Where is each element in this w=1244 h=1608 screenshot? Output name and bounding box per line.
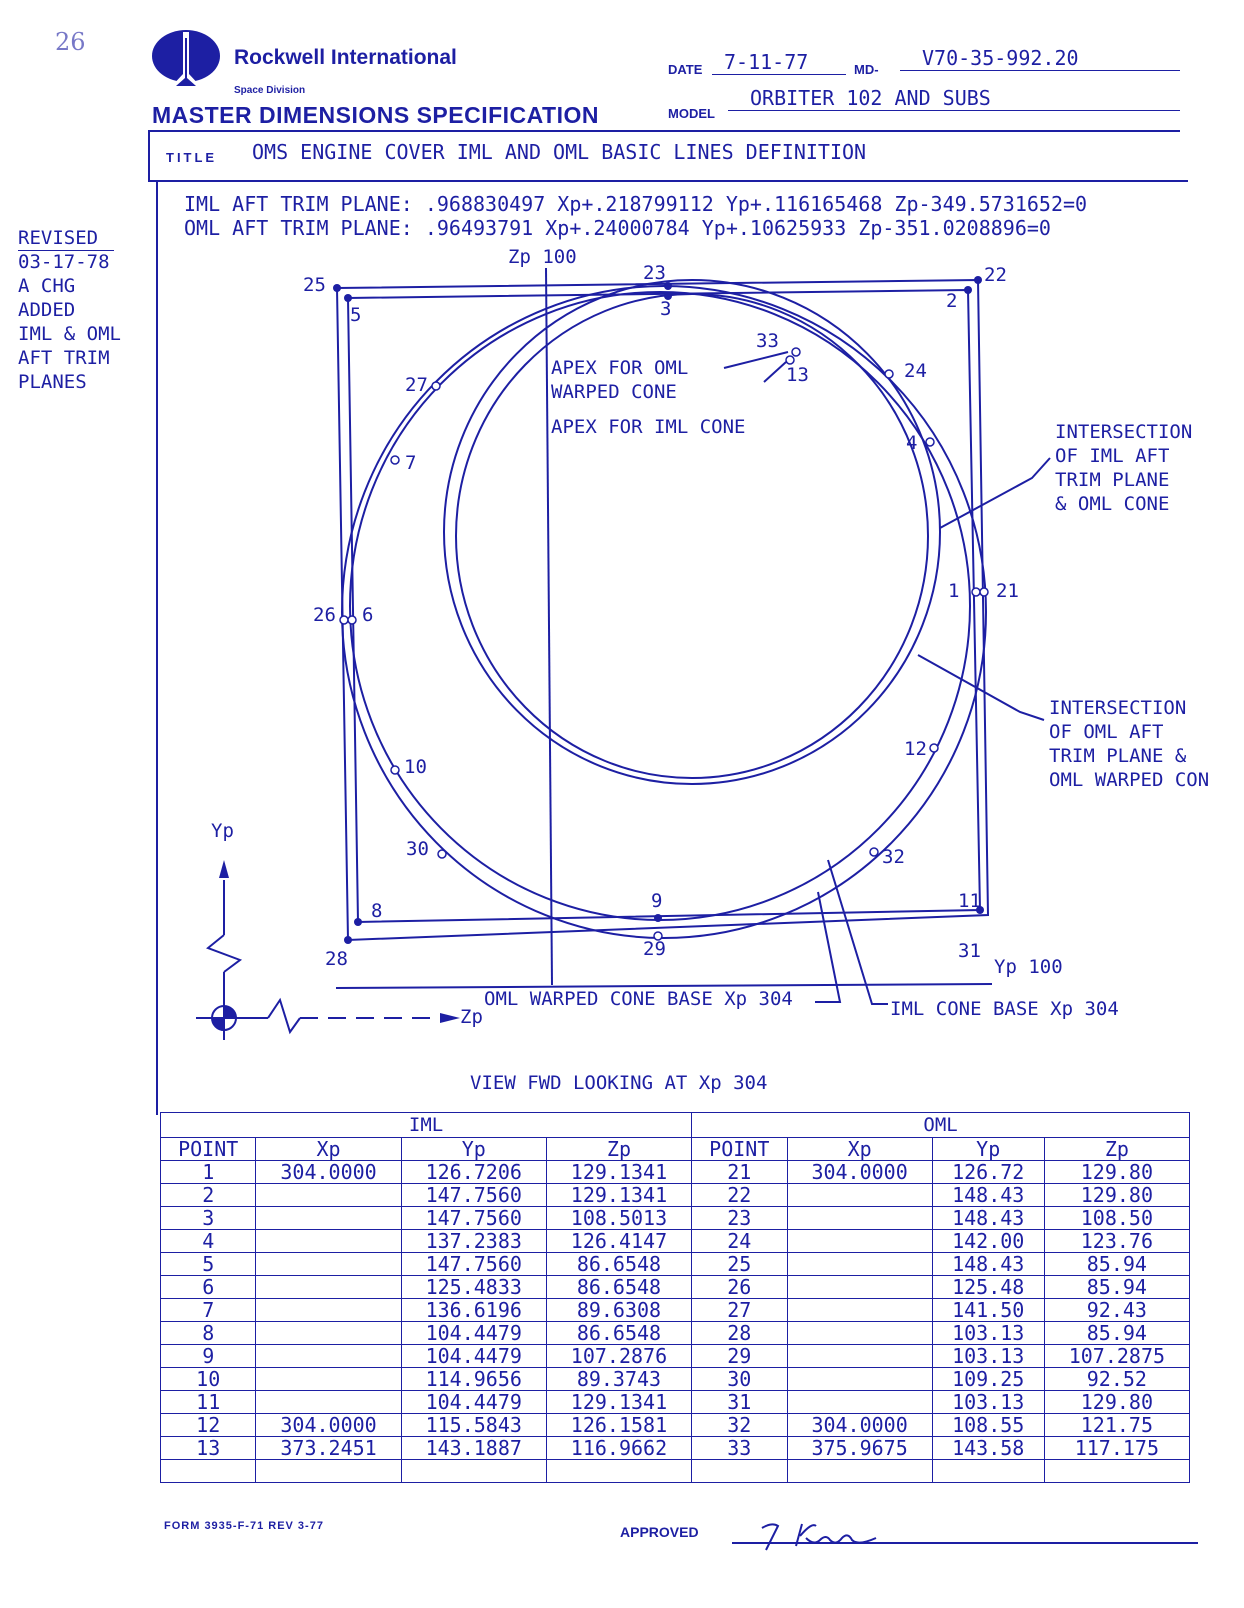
coordinate-cell <box>787 1345 932 1368</box>
point-label: 28 <box>325 948 348 970</box>
point-label: 33 <box>756 330 779 352</box>
coordinate-cell: 129.1341 <box>546 1161 691 1184</box>
coordinate-cell: 108.55 <box>932 1414 1044 1437</box>
coordinate-cell: 304.0000 <box>787 1161 932 1184</box>
date-label: DATE <box>668 62 703 77</box>
table-row <box>161 1391 1190 1414</box>
table-row <box>161 1207 1190 1230</box>
point-label: 10 <box>404 756 427 778</box>
md-label: MD- <box>854 62 879 77</box>
point-label: 4 <box>906 432 918 454</box>
coordinate-cell: 142.00 <box>932 1230 1044 1253</box>
point-label: 24 <box>904 360 927 382</box>
coordinate-cell: 108.50 <box>1044 1207 1189 1230</box>
point-label: 32 <box>882 846 905 868</box>
table-row <box>161 1299 1190 1322</box>
coordinate-cell: 85.94 <box>1044 1322 1189 1345</box>
point-label: 30 <box>406 838 429 860</box>
table-row <box>161 1276 1190 1299</box>
coordinate-cell: 148.43 <box>932 1207 1044 1230</box>
point-cell: 3 <box>161 1207 256 1230</box>
coordinate-cell: 103.13 <box>932 1391 1044 1414</box>
coordinate-cell <box>256 1207 401 1230</box>
zp100-label: Zp 100 <box>508 246 577 268</box>
coordinate-cell: 129.1341 <box>546 1184 691 1207</box>
coordinate-cell: 126.4147 <box>546 1230 691 1253</box>
coordinate-cell <box>256 1276 401 1299</box>
coordinate-cell: 126.7206 <box>401 1161 546 1184</box>
coordinate-cell: 104.4479 <box>401 1322 546 1345</box>
coordinate-cell: 304.0000 <box>787 1414 932 1437</box>
point-cell: 27 <box>692 1299 787 1322</box>
oml-base-label: OML WARPED CONE BASE Xp 304 <box>484 988 793 1010</box>
coordinate-cell: 126.1581 <box>546 1414 691 1437</box>
coordinate-cell: 137.2383 <box>401 1230 546 1253</box>
coordinate-cell <box>787 1184 932 1207</box>
col-header: Zp <box>1044 1138 1189 1161</box>
revision-line: PLANES <box>18 371 87 393</box>
point-label: 6 <box>362 604 374 626</box>
coordinate-cell: 148.43 <box>932 1253 1044 1276</box>
coordinate-cell: 116.9662 <box>546 1437 691 1460</box>
iml-trim-intersection <box>444 280 940 784</box>
coordinate-cell: 85.94 <box>1044 1253 1189 1276</box>
coordinate-cell: 129.80 <box>1044 1391 1189 1414</box>
point-label: 25 <box>303 274 326 296</box>
col-header: POINT <box>692 1138 787 1161</box>
division-name: Space Division <box>234 85 306 96</box>
point-cell: 31 <box>692 1391 787 1414</box>
point-cell: 30 <box>692 1368 787 1391</box>
point-cell: 12 <box>161 1414 256 1437</box>
coordinate-cell <box>787 1368 932 1391</box>
point-cell: 28 <box>692 1322 787 1345</box>
col-header: POINT <box>161 1138 256 1161</box>
point-label: 22 <box>984 264 1007 286</box>
coordinate-cell: 109.25 <box>932 1368 1044 1391</box>
coordinate-cell: 85.94 <box>1044 1276 1189 1299</box>
point-label: 29 <box>643 938 666 960</box>
coordinate-cell <box>256 1322 401 1345</box>
coordinate-cell <box>256 1253 401 1276</box>
table-row <box>161 1437 1190 1460</box>
coordinate-cell: 126.72 <box>932 1161 1044 1184</box>
point-label: 3 <box>660 298 672 320</box>
coordinate-cell: 129.1341 <box>546 1391 691 1414</box>
approval-signature <box>756 1516 896 1552</box>
revision-heading: REVISED <box>18 226 114 251</box>
coordinate-cell <box>787 1299 932 1322</box>
point-cell: 2 <box>161 1184 256 1207</box>
table-row <box>161 1161 1190 1184</box>
point-label: 23 <box>643 262 666 284</box>
point-label: 31 <box>958 940 981 962</box>
table-row <box>161 1345 1190 1368</box>
coordinate-cell: 304.0000 <box>256 1414 401 1437</box>
point-cell: 7 <box>161 1299 256 1322</box>
coordinates-table <box>160 1112 1190 1483</box>
coordinate-cell: 121.75 <box>1044 1414 1189 1437</box>
coordinate-cell: 143.1887 <box>401 1437 546 1460</box>
coordinate-cell <box>256 1299 401 1322</box>
col-header: Yp <box>932 1138 1044 1161</box>
point-cell: 5 <box>161 1253 256 1276</box>
coordinate-cell: 141.50 <box>932 1299 1044 1322</box>
table-row <box>161 1253 1190 1276</box>
point-label: 1 <box>948 580 960 602</box>
table-row <box>161 1322 1190 1345</box>
oml-trim-plane-equation: OML AFT TRIM PLANE: .96493791 Xp+.24000784 Yp+.10625933 Zp-351.0208896=0 <box>184 216 1051 240</box>
coordinate-cell: 123.76 <box>1044 1230 1189 1253</box>
table-row <box>161 1230 1190 1253</box>
point-label: 21 <box>996 580 1019 602</box>
title-label: TITLE <box>166 150 218 165</box>
point-cell: 29 <box>692 1345 787 1368</box>
point-cell: 24 <box>692 1230 787 1253</box>
point-label: 13 <box>786 364 809 386</box>
point-label: 2 <box>946 290 958 312</box>
coordinate-cell: 147.7560 <box>401 1184 546 1207</box>
point-cell: 22 <box>692 1184 787 1207</box>
yp100-label: Yp 100 <box>994 956 1063 978</box>
coordinate-cell: 125.48 <box>932 1276 1044 1299</box>
oml-heading: OML <box>692 1113 1190 1138</box>
iml-base-label: IML CONE BASE Xp 304 <box>890 998 1119 1020</box>
coordinate-cell: 108.5013 <box>546 1207 691 1230</box>
coordinate-cell <box>256 1184 401 1207</box>
coordinate-cell: 104.4479 <box>401 1391 546 1414</box>
coordinate-cell: 114.9656 <box>401 1368 546 1391</box>
point-label: 26 <box>313 604 336 626</box>
coordinate-cell <box>787 1207 932 1230</box>
coordinate-cell: 147.7560 <box>401 1253 546 1276</box>
yp-axis-label: Yp <box>211 820 234 842</box>
coordinate-cell: 304.0000 <box>256 1161 401 1184</box>
col-header: Xp <box>256 1138 401 1161</box>
coordinate-cell: 89.6308 <box>546 1299 691 1322</box>
coordinate-cell: 103.13 <box>932 1345 1044 1368</box>
model-value: ORBITER 102 AND SUBS <box>728 86 1180 111</box>
coordinate-cell: 107.2876 <box>546 1345 691 1368</box>
point-label: 5 <box>350 304 362 326</box>
col-header: Yp <box>401 1138 546 1161</box>
coordinate-cell <box>787 1230 932 1253</box>
coordinate-cell <box>787 1276 932 1299</box>
coordinate-cell <box>256 1391 401 1414</box>
point-cell: 1 <box>161 1161 256 1184</box>
form-number: FORM 3935-F-71 REV 3-77 <box>164 1520 324 1532</box>
apex-iml-label: APEX FOR IML CONE <box>551 416 746 438</box>
coordinate-cell: 129.80 <box>1044 1184 1189 1207</box>
iml-trim-plane-equation: IML AFT TRIM PLANE: .968830497 Xp+.218799112 Yp+.116165468 Zp-349.5731652=0 <box>184 192 1088 216</box>
coordinate-cell: 104.4479 <box>401 1345 546 1368</box>
point-cell: 6 <box>161 1276 256 1299</box>
coordinate-cell: 92.43 <box>1044 1299 1189 1322</box>
coordinate-cell: 86.6548 <box>546 1276 691 1299</box>
coordinate-cell <box>256 1230 401 1253</box>
revision-date: 03-17-78 <box>18 251 110 273</box>
revision-line: IML & OML <box>18 323 121 345</box>
coordinate-cell: 103.13 <box>932 1322 1044 1345</box>
coordinate-cell <box>787 1391 932 1414</box>
coordinate-cell <box>256 1368 401 1391</box>
table-blank-row <box>161 1460 1190 1483</box>
coordinate-cell: 129.80 <box>1044 1161 1189 1184</box>
point-cell: 25 <box>692 1253 787 1276</box>
point-cell: 21 <box>692 1161 787 1184</box>
coordinate-cell: 147.7560 <box>401 1207 546 1230</box>
col-header: Xp <box>787 1138 932 1161</box>
point-label: 7 <box>405 452 417 474</box>
point-cell: 23 <box>692 1207 787 1230</box>
coordinate-cell <box>787 1322 932 1345</box>
coordinate-cell: 125.4833 <box>401 1276 546 1299</box>
point-cell: 8 <box>161 1322 256 1345</box>
coordinate-cell: 92.52 <box>1044 1368 1189 1391</box>
point-cell: 10 <box>161 1368 256 1391</box>
point-label: 11 <box>958 890 981 912</box>
model-label: MODEL <box>668 106 715 121</box>
coordinate-cell: 107.2875 <box>1044 1345 1189 1368</box>
iml-heading: IML <box>161 1113 692 1138</box>
coordinate-cell: 373.2451 <box>256 1437 401 1460</box>
coordinate-cell: 148.43 <box>932 1184 1044 1207</box>
point-label: 9 <box>651 890 663 912</box>
approved-label: APPROVED <box>620 1524 699 1540</box>
view-caption: VIEW FWD LOOKING AT Xp 304 <box>470 1072 768 1094</box>
coordinate-cell: 143.58 <box>932 1437 1044 1460</box>
oml-trim-intersection <box>456 294 928 778</box>
md-value: V70-35-992.20 <box>900 46 1180 71</box>
coordinate-cell <box>256 1345 401 1368</box>
revision-line: AFT TRIM <box>18 347 110 369</box>
page-mark: 26 <box>55 28 86 56</box>
coordinate-cell: 86.6548 <box>546 1322 691 1345</box>
doc-title: MASTER DIMENSIONS SPECIFICATION <box>152 102 599 128</box>
point-label: 8 <box>371 900 383 922</box>
table-row <box>161 1184 1190 1207</box>
revision-line: ADDED <box>18 299 76 321</box>
col-header: Zp <box>546 1138 691 1161</box>
intersection-iml-label: INTERSECTION OF IML AFT TRIM PLANE & OML CONE <box>1055 421 1193 515</box>
point-label: 27 <box>405 374 428 396</box>
date-value: 7-11-77 <box>712 50 846 75</box>
point-cell: 9 <box>161 1345 256 1368</box>
coordinate-cell: 117.175 <box>1044 1437 1189 1460</box>
point-cell: 26 <box>692 1276 787 1299</box>
coordinate-cell: 89.3743 <box>546 1368 691 1391</box>
zp-axis-label: Zp <box>460 1006 483 1028</box>
point-cell: 33 <box>692 1437 787 1460</box>
coordinate-cell: 86.6548 <box>546 1253 691 1276</box>
coordinate-cell: 375.9675 <box>787 1437 932 1460</box>
point-label: 12 <box>904 738 927 760</box>
table-row <box>161 1368 1190 1391</box>
point-cell: 32 <box>692 1414 787 1437</box>
company-name: Rockwell International <box>234 46 457 69</box>
point-cell: 11 <box>161 1391 256 1414</box>
coordinate-cell: 136.6196 <box>401 1299 546 1322</box>
table-row <box>161 1414 1190 1437</box>
point-cell: 13 <box>161 1437 256 1460</box>
apex-oml-label: APEX FOR OML WARPED CONE <box>551 357 689 403</box>
intersection-oml-label: INTERSECTION OF OML AFT TRIM PLANE & OML WARPED CON <box>1049 697 1210 791</box>
title-value: OMS ENGINE COVER IML AND OML BASIC LINES DEFINITION <box>252 140 867 164</box>
coordinate-cell: 115.5843 <box>401 1414 546 1437</box>
point-cell: 4 <box>161 1230 256 1253</box>
revision-line: A CHG <box>18 275 76 297</box>
coordinate-cell <box>787 1253 932 1276</box>
